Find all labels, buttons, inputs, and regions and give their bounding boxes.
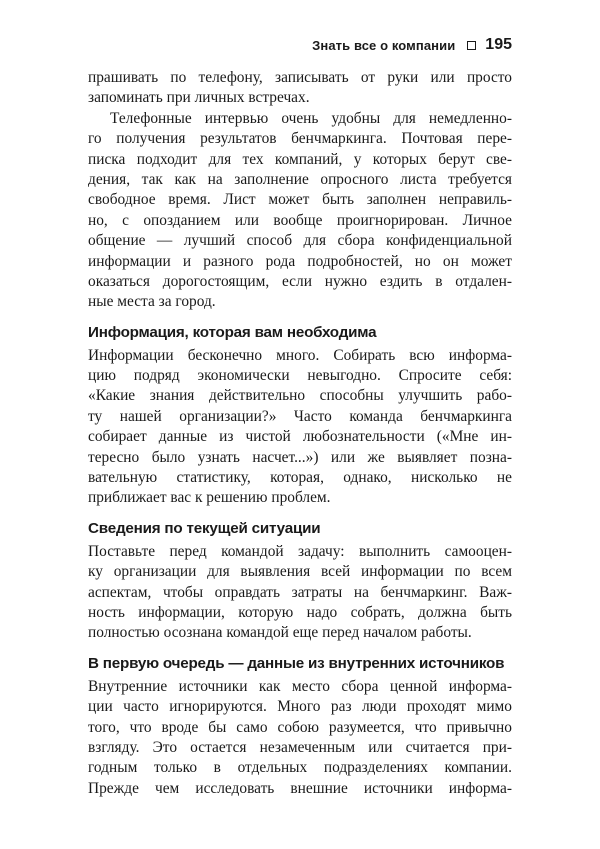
text-line: аспектам, чтобы оправдать затраты на бенчмаркинг. Важ-: [88, 583, 512, 601]
text-line: писка подходит для тех компаний, у которых берут све-: [88, 150, 512, 168]
text-line: прашивать по телефону, записывать от руки или просто: [88, 69, 512, 86]
text-line: «Какие знания действительно способны улучшить рабо-: [88, 387, 512, 405]
text-line: приближает вас к решению проблем.: [88, 489, 331, 507]
section-heading: Сведения по текущей ситуации: [88, 519, 321, 537]
paragraph: [88, 677, 512, 799]
text-line: тересно было узнать насчет...») или же выявляет позна-: [88, 448, 512, 466]
text-line: запоминать при личных встречах.: [88, 89, 310, 107]
text-line: Информации бесконечно много. Собирать всю информа-: [88, 346, 512, 364]
square-bullet-icon: [467, 41, 476, 50]
text-line: ные места за город.: [88, 293, 216, 311]
text-line: оказаться дорогостоящим, если нужно ездить в отдален-: [88, 272, 512, 290]
paragraph: [88, 346, 512, 509]
section-heading: Информация, которая вам необходима: [88, 323, 377, 341]
text-line: вательную статистику, которая, однако, нисколько не: [88, 469, 512, 487]
running-header: [88, 36, 512, 54]
text-line: Поставьте перед командой задачу: выполнить самооцен-: [88, 542, 512, 560]
paragraph: [88, 68, 512, 109]
text-line: собирает данные из чистой любознательности («Мне ин-: [88, 428, 512, 446]
text-line: общение — лучший способ для сбора конфиденциальной: [88, 232, 512, 250]
text-line: Прежде чем исследовать внешние источники информа-: [88, 779, 512, 797]
paragraph: [88, 542, 512, 644]
text-line: ту нашей организации?» Часто команда бенчмаркинга: [88, 407, 512, 425]
text-line: ность информации, которую надо собрать, должна быть: [88, 603, 512, 621]
text-line: Телефонные интервью очень удобны для немедленно-: [110, 109, 512, 127]
body-text: [88, 68, 512, 799]
page-number: 195: [485, 36, 512, 53]
text-line: информации и разного рода подробностей, но он может: [88, 252, 512, 270]
text-line: Внутренние источники как место сбора ценной информа-: [88, 677, 512, 695]
paragraph: [88, 109, 512, 313]
text-line: годным только в отдельных подразделениях компании.: [88, 759, 512, 777]
text-line: ции часто игнорируются. Много раз люди проходят мимо: [88, 698, 512, 716]
text-line: цию подряд экономически невыгодно. Спросите себя:: [88, 367, 512, 385]
text-line: взгляду. Это остается незамеченным или считается при-: [88, 738, 512, 756]
text-line: полностью осознана командой еще перед началом работы.: [88, 624, 472, 642]
chapter-title: Знать все о компании: [312, 37, 456, 53]
text-line: но, с опозданием или вообще проигнорирован. Личное: [88, 211, 512, 229]
section-heading: В первую очередь — данные из внутренних источников: [88, 654, 505, 672]
text-line: го получения результатов бенчмаркинга. Почтовая пере-: [88, 130, 512, 148]
text-line: дения, так как на заполнение опросного листа требуется: [88, 170, 512, 188]
text-line: того, что вроде бы само собою разумеется, что привычно: [88, 718, 512, 736]
text-line: свободное время. Лист может быть заполнен неправиль-: [88, 191, 512, 209]
text-line: ку организации для выявления всей информации по всем: [88, 563, 512, 581]
